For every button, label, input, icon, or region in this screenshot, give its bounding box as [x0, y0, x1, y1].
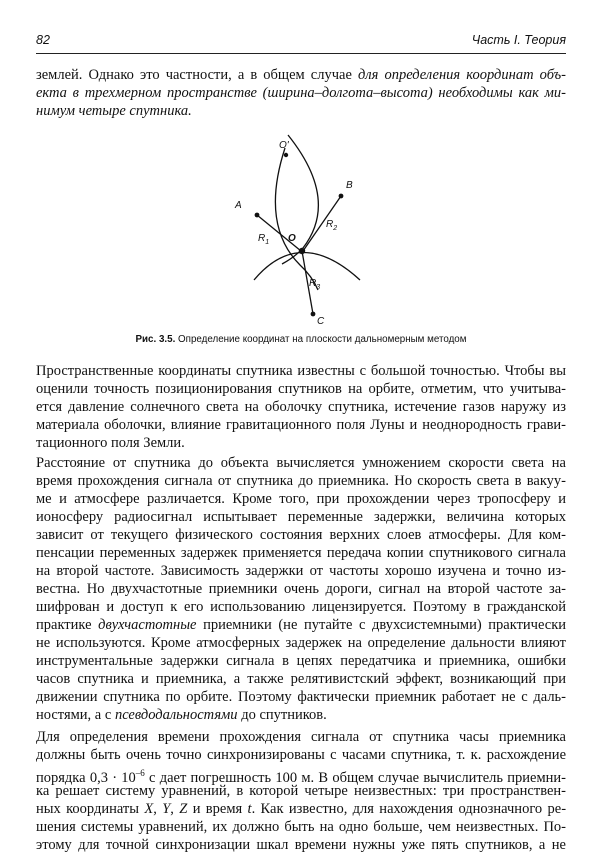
point-a: [255, 213, 260, 218]
text-line: практике двухчастотные приемники (не путайте с двухсистемными) практически: [36, 617, 567, 633]
point-o-prime: [284, 153, 288, 157]
circle-arc-a: [275, 148, 321, 291]
point-b: [339, 194, 344, 199]
text-line: зависит от текущего физического состояния верхних слоев атмосферы. Для ком-: [36, 527, 566, 543]
text-line: пенсации переменных задержек применяется передача копии спутникового сигнала: [36, 545, 566, 561]
text-line: не используются. Кроме атмосферных задержек на определение дальности влияют: [36, 635, 566, 651]
label-r2: $R_2$: [326, 219, 338, 232]
header-rule: [36, 53, 566, 54]
caption-text: Определение координат на плоскости дальномерным методом: [178, 334, 467, 345]
text-line: ка решает систему уравнений, в которой четыре неизвестных: три пространствен-: [36, 783, 566, 799]
label-b: B: [346, 180, 353, 191]
text-line: нимум четыре спутника.: [36, 103, 192, 119]
paragraph-distance-calculation: [36, 454, 566, 724]
text-line: ионосферу радиосигнал испытывает переменные задержки, величина которых: [36, 509, 566, 525]
caption-number: Рис. 3.5.: [135, 334, 176, 345]
point-c: [311, 312, 316, 317]
text-line: часов спутника и приемника, а также релятивистский эффект, возникающий при: [36, 671, 566, 687]
label-r1: $R_1$: [258, 233, 270, 246]
text-line: должны быть очень точно синхронизированы с часами спутника, т. к. расхождение: [36, 747, 566, 763]
point-o: [299, 248, 305, 254]
text-line: вестна. Но двухчастотные приемники очень дороги, сигнал на второй частоте за-: [36, 581, 566, 597]
text-line: землей. Однако это частности, а в общем случае для определения координат объ-: [36, 67, 566, 83]
text-line: шения системы уравнений, их должно быть на одно больше, чем неизвестных. По-: [36, 819, 566, 835]
text-line: шифрован и доступ к его использованию лицензируется. Поэтому в гражданской: [36, 599, 566, 615]
radius-line-r2: [303, 196, 341, 251]
text-line: ных координаты X, Y, Z и время t. Как известно, для нахождения однозначного ре-: [36, 801, 567, 817]
text-line: екта в трехмерном пространстве (ширина–долгота–высота) необходимы как ми-: [36, 85, 566, 101]
part-title: Часть I. Теория: [471, 33, 566, 47]
text-line: на второй частоте. Зависимость задержки от частоты хорошо изучена и точно из-: [36, 563, 566, 579]
figure-caption: [36, 334, 566, 345]
text-line: материала оболочки, влияние гравитационного поля Луны и неоднородность грави-: [36, 417, 566, 433]
text-line: Пространственные координаты спутника известны с большой точностью. Чтобы вы: [36, 363, 566, 379]
text-line: этому для точной синхронизации шкал времени нужны уже пять спутников, а не: [36, 837, 566, 853]
text-line: ется давление солнечного света на оболочку спутника, истечение газов наружу из: [36, 399, 566, 415]
text-line: ностями, а с псевдодальностями до спутников.: [36, 707, 327, 723]
intro-paragraph: [36, 66, 566, 120]
label-r3: $R_3$: [309, 278, 321, 291]
label-o: O: [288, 233, 296, 244]
text-line: инструментальные задержки сигнала в цепях передатчика и приемника, ошибки: [36, 653, 566, 669]
text-line: порядка $0,3 \cdot 10^{-6}$ с дает погрешность 100 м. В общем случае вычислитель приемни-: [36, 768, 566, 786]
text-line: Расстояние от спутника до объекта вычисляется умножением скорости света на: [36, 455, 566, 471]
text-line: ме и атмосфере различается. Кроме того, при прохождении через тропосферу и: [36, 491, 566, 507]
paragraph-time-sync: [36, 728, 566, 854]
label-c: C: [317, 316, 325, 327]
text-line: Для определения времени прохождения сигнала от спутника часы приемника: [36, 729, 566, 745]
text-line: тационного поля Земли.: [36, 435, 185, 451]
text-line: движении спутника по орбите. Поэтому фактически приемник работает не с даль-: [36, 689, 566, 705]
paragraph-satellite-coordinates: [36, 362, 566, 452]
running-header: [36, 33, 566, 53]
diagram-svg: [200, 130, 400, 330]
text-line: время прохождения сигнала от спутника до приемника. Но скорость света в вакуу-: [36, 473, 566, 489]
label-a: A: [235, 200, 242, 211]
page-number: 82: [36, 33, 50, 47]
figure-rangefinder-diagram: [200, 130, 400, 330]
text-line: оценили точность позиционирования спутников на орбите, отметим, что учитыва-: [36, 381, 566, 397]
label-o-prime: O': [279, 140, 289, 151]
